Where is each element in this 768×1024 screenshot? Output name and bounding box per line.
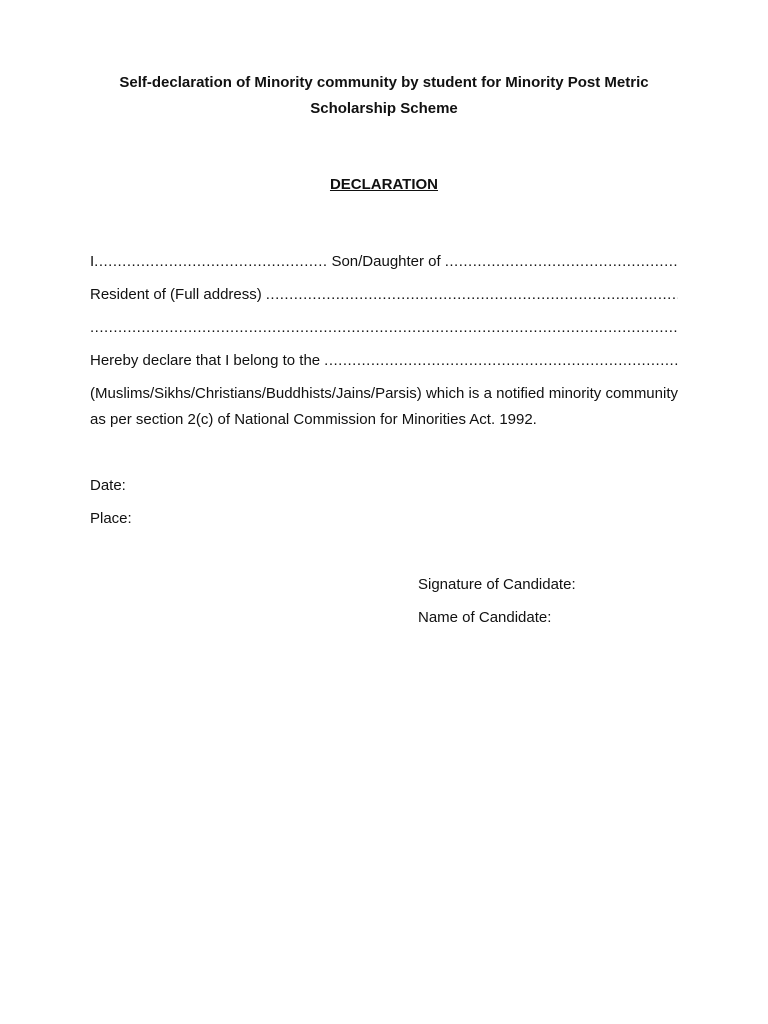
resident-line [90, 282, 678, 308]
student-name-blank [94, 249, 327, 275]
address-blank [262, 282, 678, 308]
name-line [90, 249, 678, 275]
declare-line [90, 348, 678, 374]
name-prefix-label: I [90, 253, 95, 270]
declaration-heading [90, 172, 678, 198]
son-daughter-label: Son/Daughter of [331, 253, 441, 270]
declaration-heading-text: DECLARATION [329, 176, 439, 193]
place-label: Place: [90, 510, 132, 527]
declare-label: Hereby declare that I belong to the [90, 352, 321, 369]
date-label: Date: [90, 477, 126, 494]
resident-label: Resident of (Full address) [90, 286, 262, 303]
address-continuation-line [90, 315, 678, 341]
document-title-line-2: Scholarship Scheme [310, 100, 458, 117]
parent-name-blank [445, 249, 678, 275]
community-blank [320, 348, 678, 374]
signature-label: Signature of Candidate: [418, 576, 576, 593]
candidate-name-label: Name of Candidate: [418, 609, 552, 626]
community-paragraph: (Muslims/Sikhs/Christians/Buddhists/Jains/Parsis) which is a notified minority community as per section 2(c) of National Commission for Minorities Act. 1992. [90, 385, 678, 428]
document-title-line-1: Self-declaration of Minority community by student for Minority Post Metric [119, 74, 649, 91]
address-continuation-blank [90, 315, 678, 341]
